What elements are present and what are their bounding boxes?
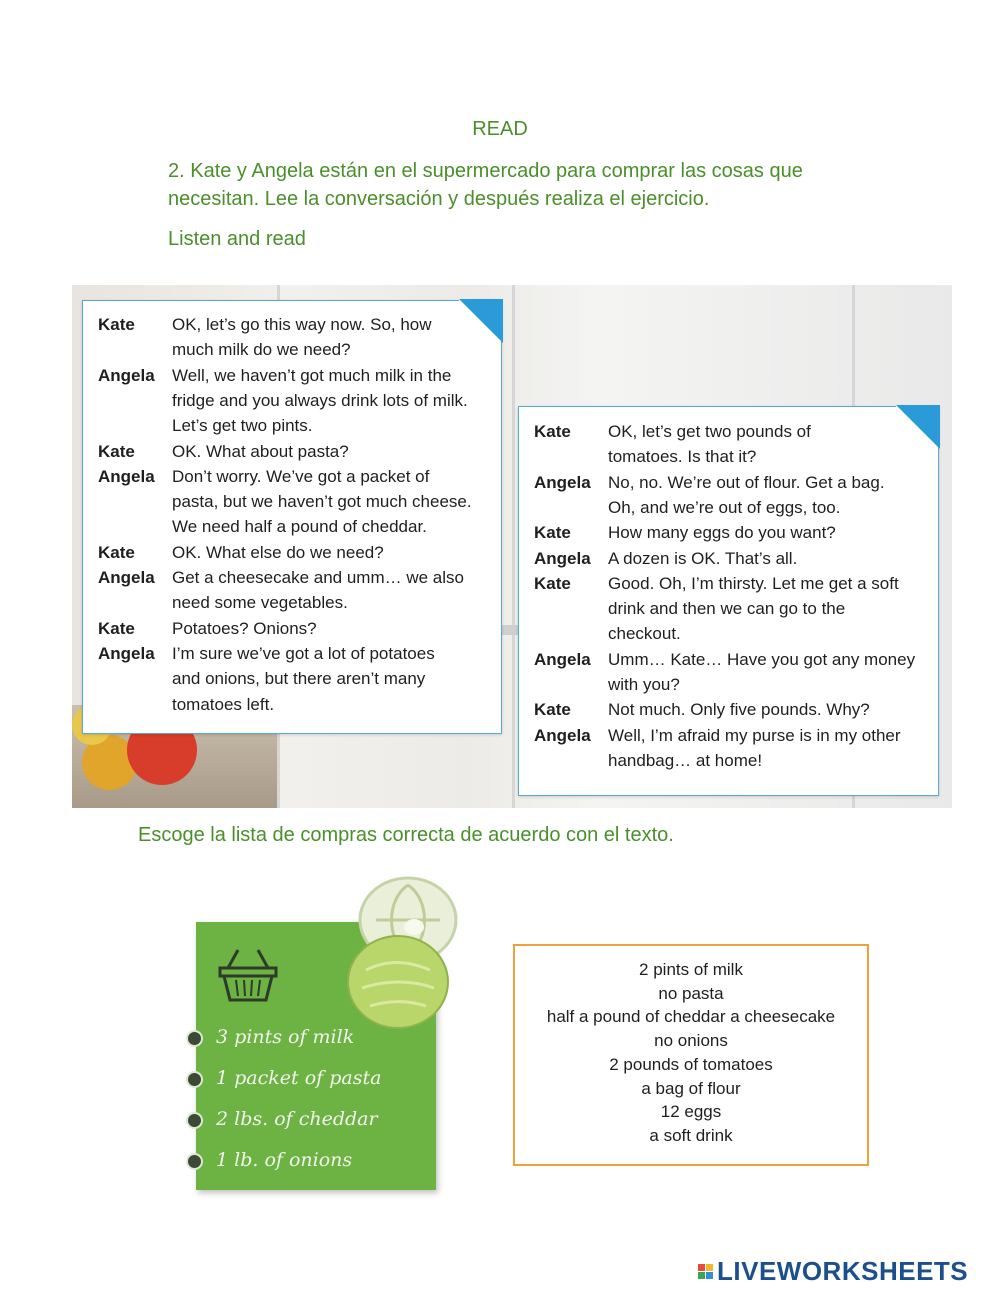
speaker-name: Angela: [98, 643, 155, 663]
list-bullet-icon: [186, 1153, 203, 1170]
dialogue-line: We need half a pound of cheddar.: [172, 517, 427, 537]
logo-squares-icon: [698, 1264, 713, 1279]
list-item: 12 eggs: [660, 1102, 722, 1122]
dialogue-line: I’m sure we’ve got a lot of potatoes: [172, 643, 435, 663]
dialogue-line: No, no. We’re out of flour. Get a bag.: [608, 472, 885, 492]
speaker-name: Kate: [534, 573, 571, 593]
speaker-name: Kate: [534, 700, 571, 720]
list-item: 3 pints of milk: [216, 1026, 355, 1048]
dialogue-line: Don’t worry. We’ve got a packet of: [172, 466, 430, 486]
dialogue-line: with you?: [608, 675, 680, 694]
shopping-list-option-b[interactable]: [513, 944, 869, 1166]
list-item: a bag of flour: [641, 1078, 741, 1098]
speaker-name: Kate: [98, 542, 135, 562]
dialogue-line: OK. What about pasta?: [172, 441, 349, 461]
speaker-name: Kate: [98, 441, 135, 461]
exercise-instructions: 2. Kate y Angela están en el supermercado para comprar las cosas que necesitan. Lee la conversación y después realiza el ejercicio.: [168, 160, 803, 210]
dialogue-line: tomatoes. Is that it?: [608, 447, 757, 467]
list-item: no onions: [654, 1031, 728, 1051]
list-item: 2 pints of milk: [639, 960, 743, 979]
speaker-name: Angela: [534, 725, 591, 745]
choose-list-instruction: Escoge la lista de compras correcta de acuerdo con el texto.: [138, 824, 674, 846]
list-item: 2 pounds of tomatoes: [609, 1054, 773, 1074]
dialogue-line: Potatoes? Onions?: [172, 618, 317, 638]
list-bullet-icon: [186, 1112, 203, 1129]
speaker-name: Angela: [98, 365, 155, 385]
list-item: a soft drink: [649, 1125, 733, 1145]
dialogue-line: Well, I’m afraid my purse is in my other: [608, 725, 901, 745]
list-bullet-icon: [186, 1071, 203, 1088]
liveworksheets-logo: [698, 1256, 968, 1286]
dialogue-line: Get a cheesecake and umm… we also: [172, 568, 464, 587]
shopping-basket-icon: [216, 942, 280, 1006]
dialogue-line: OK, let’s get two pounds of: [608, 422, 811, 441]
list-item: half a pound of cheddar a cheesecake: [546, 1007, 836, 1027]
dialogue-line: Umm… Kate… Have you got any money: [608, 649, 916, 669]
speaker-name: Angela: [534, 548, 591, 568]
speaker-name: Angela: [98, 568, 155, 587]
speaker-name: Angela: [534, 472, 591, 492]
list-item: 1 packet of pasta: [216, 1067, 382, 1089]
speaker-name: Kate: [98, 618, 135, 638]
dialogue-illustration: [72, 285, 952, 808]
list-item: 2 lbs. of cheddar: [216, 1108, 378, 1130]
dialogue-card-left: [82, 300, 502, 734]
dialogue-line: and onions, but there aren’t many: [172, 669, 426, 689]
dialogue-line: OK. What else do we need?: [172, 542, 384, 562]
dialogue-line: need some vegetables.: [172, 593, 348, 613]
speaker-name: Kate: [534, 523, 571, 543]
dialogue-line: much milk do we need?: [172, 340, 351, 360]
dialogue-line: Oh, and we’re out of eggs, too.: [608, 497, 841, 517]
dialogue-card-right: [518, 406, 939, 796]
dialogue-line: drink and then we can go to the: [608, 599, 846, 619]
dialogue-line: fridge and you always drink lots of milk.: [172, 390, 468, 410]
brand-name: LIVEWORKSHEETS: [717, 1255, 969, 1286]
listen-and-read-label: Listen and read: [168, 228, 306, 250]
dialogue-line: How many eggs do you want?: [608, 523, 836, 543]
section-heading: READ: [472, 118, 528, 140]
dialogue-line: handbag… at home!: [608, 750, 763, 770]
list-item: no pasta: [658, 983, 724, 1003]
speaker-name: Angela: [534, 649, 591, 669]
dialogue-line: OK, let’s go this way now. So, how: [172, 315, 432, 334]
dialogue-line: checkout.: [608, 624, 681, 644]
dialogue-line: Let’s get two pints.: [172, 416, 313, 436]
speaker-name: Angela: [98, 466, 155, 486]
dialogue-line: tomatoes left.: [172, 694, 275, 714]
cabbage-icon: [346, 930, 450, 1030]
dialogue-line: pasta, but we haven’t got much cheese.: [172, 492, 472, 512]
list-item: 1 lb. of onions: [216, 1149, 353, 1171]
dialogue-line: Well, we haven’t got much milk in the: [172, 365, 452, 385]
speaker-name: Kate: [534, 422, 571, 441]
speaker-name: Kate: [98, 315, 135, 334]
dialogue-line: A dozen is OK. That’s all.: [608, 548, 798, 568]
dialogue-line: Good. Oh, I’m thirsty. Let me get a soft: [608, 573, 899, 593]
list-bullet-icon: [186, 1030, 203, 1047]
dialogue-line: Not much. Only five pounds. Why?: [608, 700, 870, 720]
